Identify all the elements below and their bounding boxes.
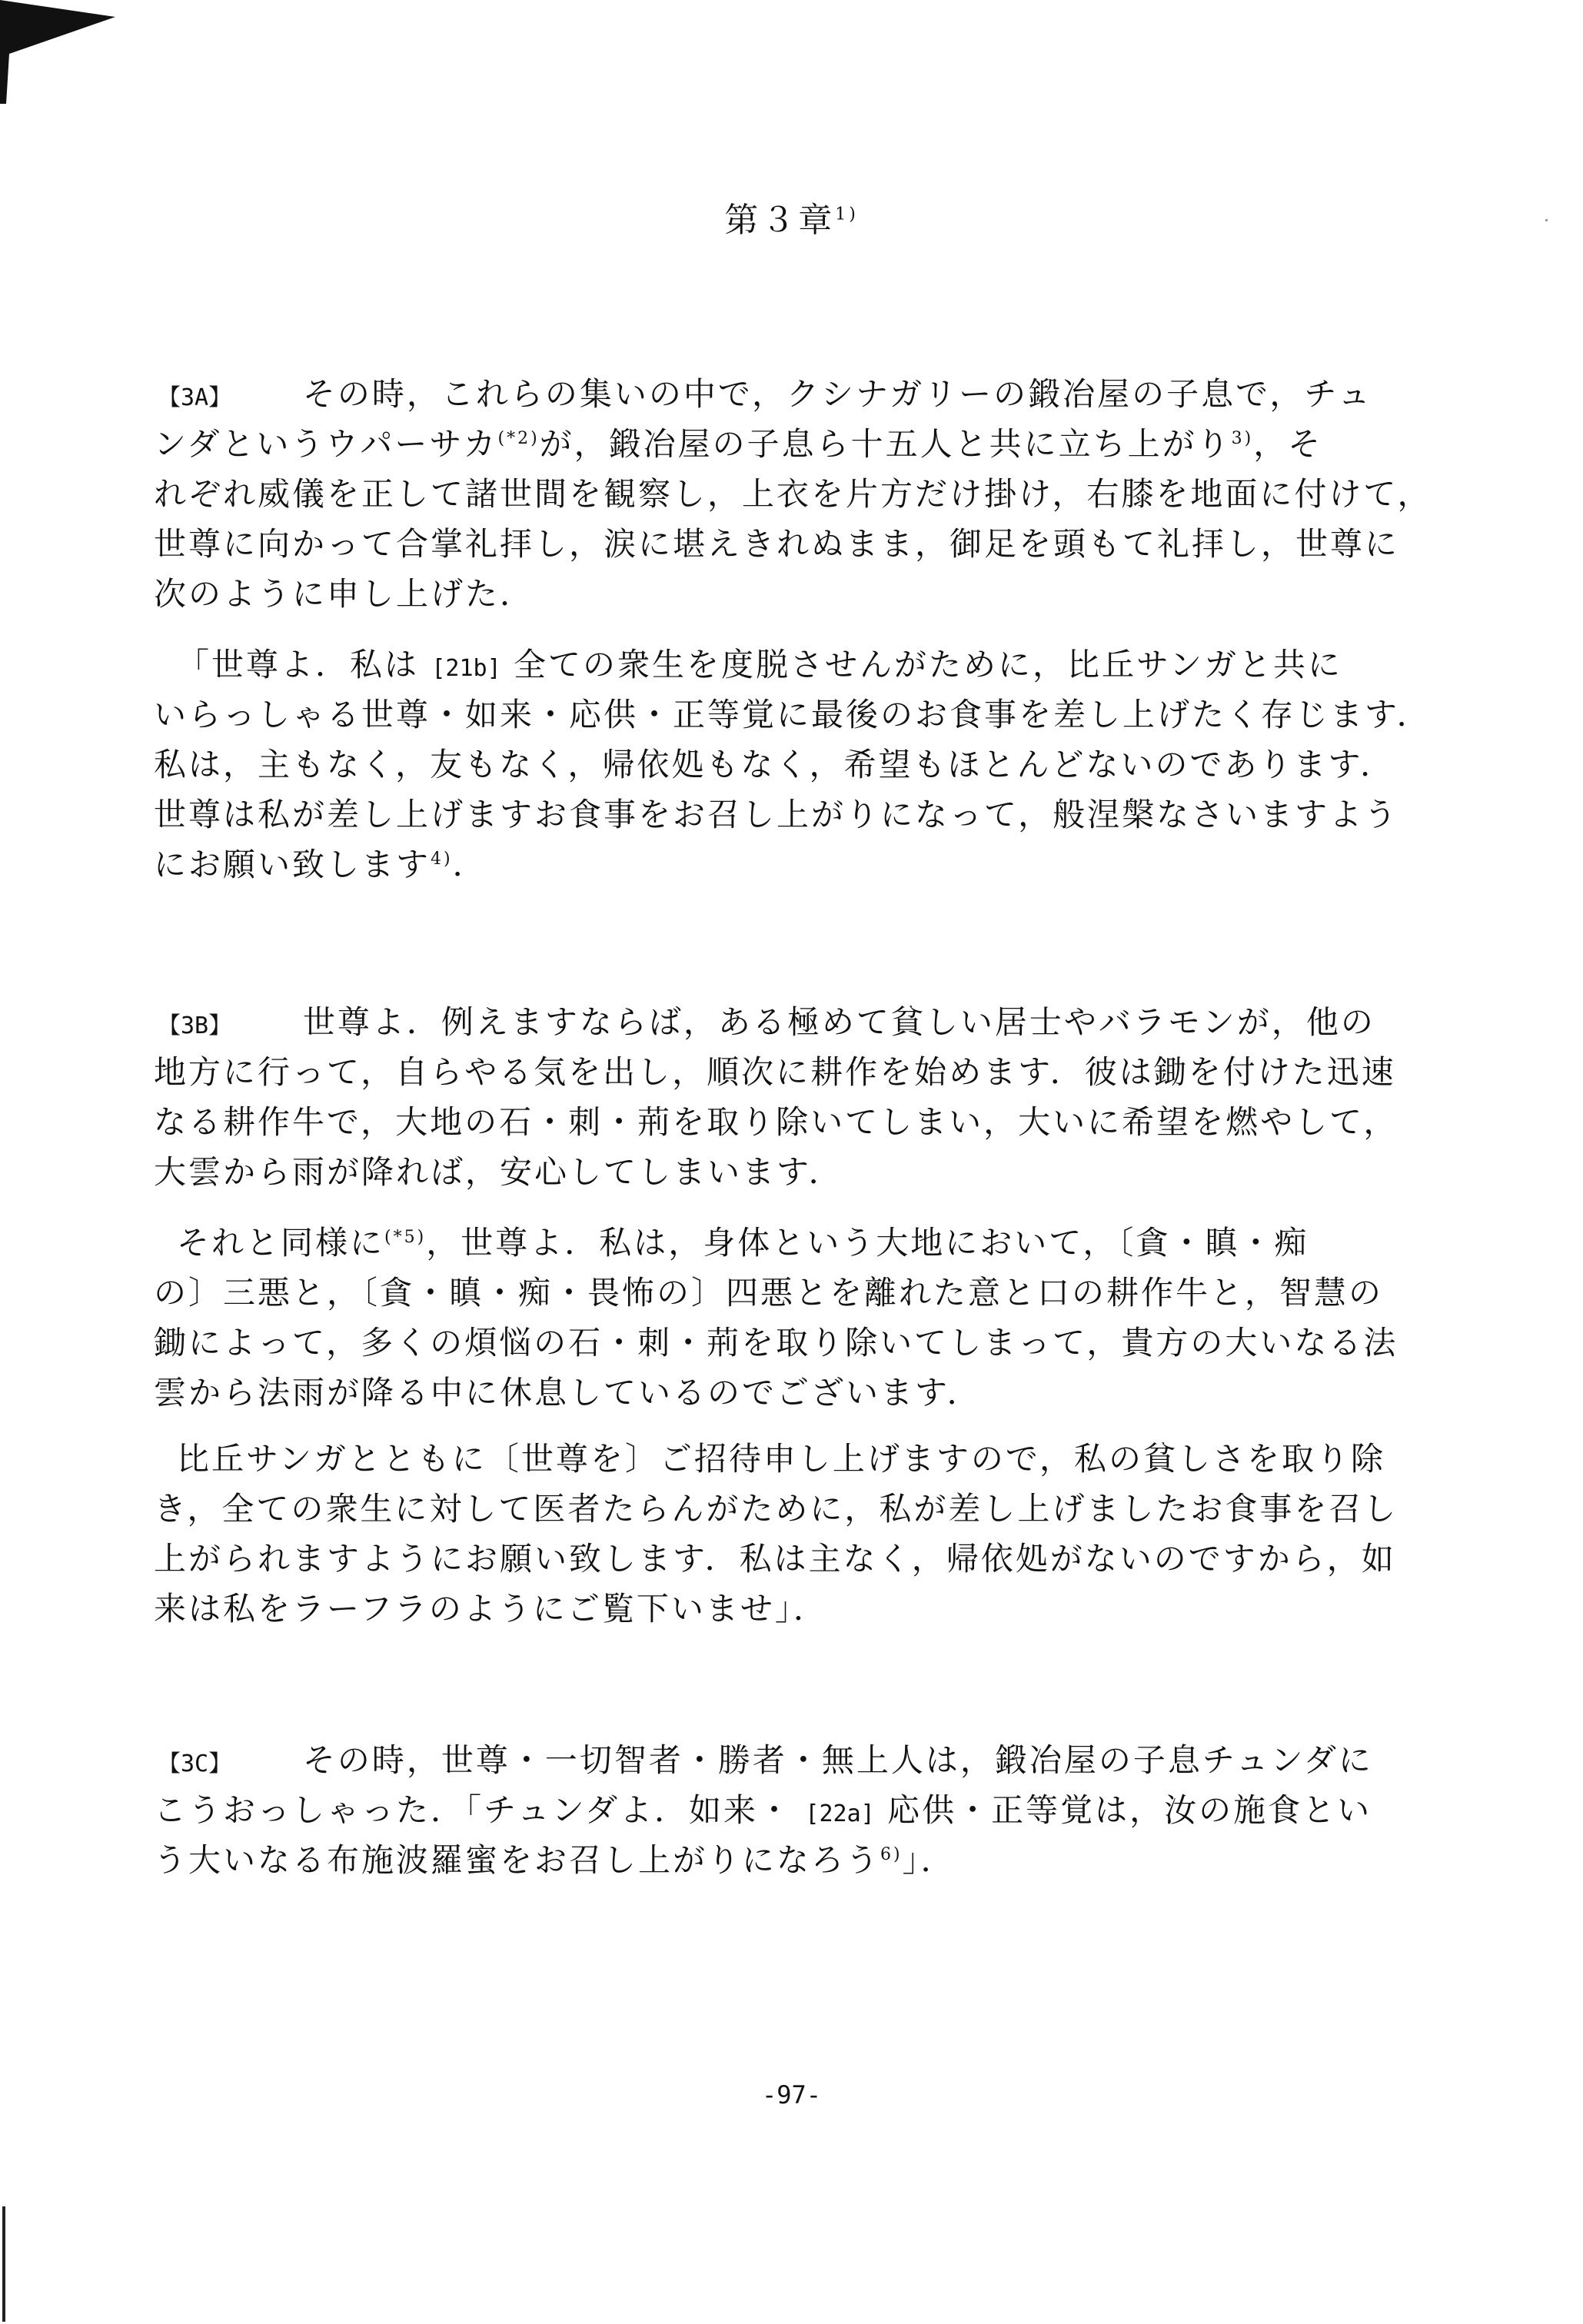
text: ，世尊よ．私は，身体という大地において，〔貪・瞋・痴 xyxy=(426,1224,1309,1262)
text: その時，これらの集いの中で，クシナガリーの鍛冶屋の子息で，チュ xyxy=(302,375,1373,413)
section-3a-line-3: れぞれ威儀を正して諸世間を観察し，上衣を片方だけ掛け，右膝を地面に付けて， xyxy=(154,475,1432,513)
section-3a-para2-line-3: 私は，主もなく，友もなく，帰依処もなく，希望もほとんどないのであります． xyxy=(154,746,1395,783)
section-3a-para2-line-4: 世尊は私が差し上げますお食事をお召し上がりになって，般涅槃なさいますよう xyxy=(154,796,1399,833)
text: こうおっしゃった．「チュンダよ．如来・ xyxy=(154,1791,793,1829)
section-3b-para3-line-4: 来は私をラーフラのようにご覧下いませ」． xyxy=(154,1590,828,1627)
text: にお願い致します xyxy=(154,846,431,883)
section-3b-line-3: なる耕作牛で，大地の石・刺・荊を取り除いてしまい，大いに希望を燃やして， xyxy=(154,1103,1398,1141)
text: 応供・正等覚は，汝の施食とい xyxy=(887,1791,1372,1829)
note-ref: (*5) xyxy=(384,1228,427,1247)
section-3b-para2-line-3: 鋤によって，多くの煩悩の石・刺・荊を取り除いてしまって，貴方の大いなる法 xyxy=(154,1324,1398,1361)
section-label-3a: 【3A】 xyxy=(158,384,232,411)
section-3c-line-2 xyxy=(154,1787,1372,1837)
section-3b-para3-line-1: 比丘サンガとともに〔世尊を〕ご招待申し上げますので，私の貧しさを取り除 xyxy=(177,1440,1386,1478)
text: 「世尊よ．私は xyxy=(177,646,420,683)
text: それと同様に xyxy=(177,1224,385,1262)
section-3c-line-3 xyxy=(154,1837,956,1883)
footnote-ref: 4) xyxy=(431,849,453,869)
note-ref: (*2) xyxy=(497,429,540,448)
text: ，そ xyxy=(1253,425,1323,463)
scan-corner-mark xyxy=(0,0,131,131)
section-3a-line-1 xyxy=(158,371,1372,421)
text: 全ての衆生を度脱させんがために，比丘サンガと共に xyxy=(514,646,1342,683)
text: が，鍛冶屋の子息ら十五人と共に立ち上がり xyxy=(539,425,1232,463)
section-3a-line-4: 世尊に向かって合掌礼拝し，涙に堪えきれぬまま，御足を頭もて礼拝し，世尊に xyxy=(154,525,1400,563)
chapter-title-text: 第３章 xyxy=(724,201,836,240)
section-3a-line-2 xyxy=(154,421,1322,467)
page-number: -97- xyxy=(761,2080,822,2110)
footnote-ref: 3) xyxy=(1231,429,1254,448)
section-3b-para3-line-2: き，全ての衆生に対して医者たらんがために，私が差し上げましたお食事を召し xyxy=(154,1490,1398,1528)
page-marker: [21b] xyxy=(431,655,501,682)
section-3a-para2-line-5 xyxy=(154,842,487,888)
section-3b-line-4: 大雲から雨が降れば，安心してしまいます． xyxy=(154,1153,843,1191)
section-3c-line-1 xyxy=(158,1737,1373,1787)
section-3a-line-5: 次のように申し上げた． xyxy=(154,575,535,613)
chapter-title xyxy=(0,192,1583,241)
section-3a-para2-line-1 xyxy=(177,642,1342,692)
text: その時，世尊・一切智者・勝者・無上人は，鍛冶屋の子息チュンダに xyxy=(302,1741,1373,1779)
footnote-ref: 6) xyxy=(880,1845,903,1864)
section-3b-para2-line-2: の〕三悪と，〔貪・瞋・痴・畏怖の〕四悪とを離れた意と口の耕作牛と，智慧の xyxy=(154,1274,1384,1312)
text: う大いなる布施波羅蜜をお召し上がりになろう xyxy=(154,1841,881,1879)
section-3b-line-2: 地方に行って，自らやる気を出し，順次に耕作を始めます．彼は鋤を付けた迅速 xyxy=(154,1053,1396,1091)
section-label-3c: 【3C】 xyxy=(158,1750,232,1777)
section-3b-para2-line-4: 雲から法雨が降る中に休息しているのでございます． xyxy=(154,1374,982,1411)
section-label-3b: 【3B】 xyxy=(158,1012,232,1039)
footnote-ref: 1) xyxy=(835,204,859,224)
text: 」． xyxy=(902,1841,956,1879)
page-marker: [22a] xyxy=(805,1800,875,1827)
section-3b-para3-line-3: 上がられますようにお願い致します．私は主なく，帰依処がないのですから，如 xyxy=(154,1540,1396,1578)
text: ンダというウパーサカ xyxy=(154,425,498,463)
section-3b-line-1 xyxy=(158,999,1375,1049)
scan-edge-mark xyxy=(0,2191,11,2324)
text: ． xyxy=(452,846,487,883)
section-3a-para2-line-2: いらっしゃる世尊・如来・応供・正等覚に最後のお食事を差し上げたく存じます． xyxy=(154,696,1432,733)
section-3b-para2-line-1 xyxy=(177,1220,1309,1266)
text: 世尊よ．例えますならば，ある極めて貧しい居士やバラモンが，他の xyxy=(302,1003,1375,1041)
